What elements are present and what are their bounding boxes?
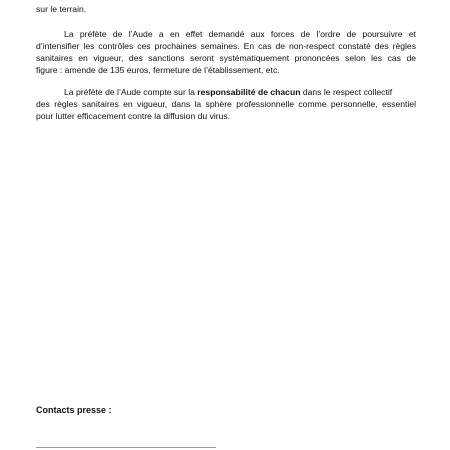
emphasized-text: responsabilité de chacun [197, 87, 301, 97]
paragraph-line: figure : amende de 135 euros, fermeture de l’établissement, etc. [36, 65, 280, 75]
paragraph-text: La préfète de l’Aude compte sur la [64, 87, 198, 97]
paragraph-line: sanitaires en vigueur, des sanctions seront systématiquement prononcées selon les cas de [36, 53, 416, 63]
contacts-heading: Contacts presse : [36, 405, 112, 415]
paragraph-line: pour lutter efficacement contre la diffusion du virus. [36, 111, 231, 121]
paragraph-line: d’intensifier les contrôles ces prochaines semaines. En cas de non-respect constaté des règles [36, 41, 416, 51]
paragraph-line: des règles sanitaires en vigueur, dans la sphère professionnelle comme personnelle, essentiel [36, 99, 416, 109]
clipped-contact-line [36, 446, 216, 450]
paragraph-fragment: sur le terrain. [36, 4, 87, 14]
paragraph-text: dans le respect collectif [300, 87, 393, 97]
paragraph-line [64, 87, 416, 99]
paragraph-line: La préfète de l’Aude a en effet demandé aux forces de l’ordre de poursuivre et [64, 29, 416, 39]
